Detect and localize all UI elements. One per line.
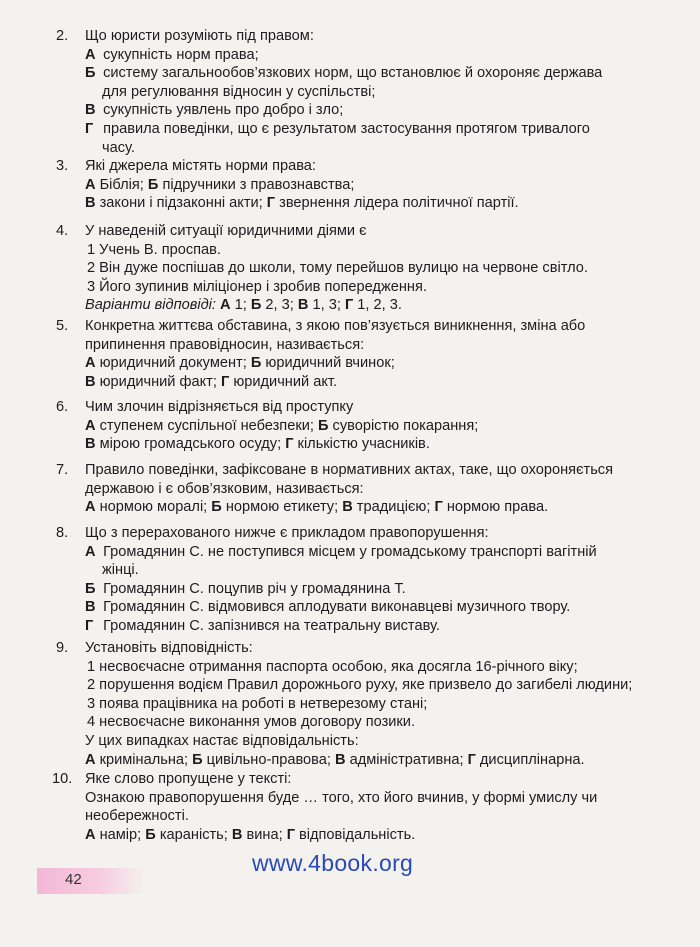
answer-line: В закони і підзаконні акти; Г звернення лідера політичної партії. xyxy=(85,195,519,212)
question-10 xyxy=(52,770,665,844)
answer-line: А кримінальна; Б цивільно-правова; В адміністративна; Г дисциплінарна. xyxy=(85,751,585,768)
answer-option: А сукупність норм права; xyxy=(85,46,259,63)
page-number-tab xyxy=(37,868,145,894)
question-text: У наведеній ситуації юридичними діями є xyxy=(85,223,367,239)
answer-line: В юридичний факт; Г юридичний акт. xyxy=(85,373,338,390)
question-2 xyxy=(56,27,665,157)
answer-line: А юридичний документ; Б юридичний вчинок; xyxy=(85,355,395,372)
question-subtext: У цих випадках настає відповідальність: xyxy=(85,732,359,749)
answer-option: В сукупність уявлень про добро і зло; xyxy=(85,102,344,119)
question-5 xyxy=(56,317,665,391)
question-7 xyxy=(56,461,665,517)
question-number: 6. xyxy=(56,399,69,415)
answer-line: А ступенем суспільної небезпеки; Б суворістю покарання; xyxy=(85,417,479,434)
situation-item: 3 Його зупинив міліціонер і зробив попередження. xyxy=(87,278,427,295)
answer-option: Г правила поведінки, що є результатом застосування протягом тривалого часу. xyxy=(85,120,590,156)
answer-line: В мірою громадського осуду; Г кількістю учасників. xyxy=(85,436,430,453)
answer-option: Г Громадянин С. запізнився на театральну виставу. xyxy=(85,617,440,634)
question-number: 2. xyxy=(56,28,69,44)
question-number: 9. xyxy=(56,640,69,656)
question-subtext: Ознакою правопорушення буде … того, хто його вчинив, у формі умислу чи необережності. xyxy=(85,789,598,825)
page-number: 42 xyxy=(65,871,82,888)
answer-variants: Варіанти відповіді: А 1; Б 2, 3; В 1, 3; Г 1, 2, 3. xyxy=(85,297,402,314)
situation-item: 1 Учень В. проспав. xyxy=(87,241,221,258)
question-number: 5. xyxy=(56,318,69,334)
question-number: 8. xyxy=(56,525,69,541)
question-text: Чим злочин відрізняється від проступку xyxy=(85,399,354,415)
case-item: 3 поява працівника на роботі в нетверезому стані; xyxy=(87,695,428,712)
answer-option: А Громадянин С. не поступився місцем у громадському транспорті вагітній жінці. xyxy=(85,543,597,579)
question-text: Правило поведінки, зафіксоване в нормативних актах, таке, що охороняється державою і є обов’язковим, називається: xyxy=(85,462,614,497)
answer-option: Б систему загальнообов’язкових норм, що встановлює й охороняє держава для регулювання відносин у суспільстві; xyxy=(85,65,603,100)
answer-option: В Громадянин С. відмовився аплодувати виконавцеві музичного твору. xyxy=(85,599,571,616)
question-number: 4. xyxy=(56,223,69,239)
question-text: Що з перерахованого нижче є прикладом правопорушення: xyxy=(85,525,489,541)
question-4 xyxy=(56,222,665,315)
website-watermark: www.4book.org xyxy=(252,850,414,876)
answer-line: А намір; Б караність; В вина; Г відповідальність. xyxy=(85,826,416,843)
question-8 xyxy=(56,524,665,636)
question-number: 7. xyxy=(56,462,69,478)
answer-line: А Біблія; Б підручники з правознавства; xyxy=(85,176,355,193)
question-9 xyxy=(56,639,665,769)
answer-option: Б Громадянин С. поцупив річ у громадянина Т. xyxy=(85,580,406,597)
answer-line: А нормою моралі; Б нормою етикету; В традицією; Г нормою права. xyxy=(85,499,549,516)
case-item: 1 несвоєчасне отримання паспорта особою, яка досягла 16-річного віку; xyxy=(87,658,578,675)
question-number: 10. xyxy=(52,771,73,787)
question-6 xyxy=(56,398,665,454)
question-text: Конкретна життєва обставина, з якою пов’язується виникнення, зміна або припинення правовідносин, називається: xyxy=(85,318,586,353)
question-number: 3. xyxy=(56,158,69,174)
question-text: Яке слово пропущене у тексті: xyxy=(85,771,292,787)
question-text: Що юристи розуміють під правом: xyxy=(85,28,314,44)
case-item: 4 несвоєчасне виконання умов договору позики. xyxy=(87,714,416,731)
question-text: Які джерела містять норми права: xyxy=(85,158,316,174)
case-item: 2 порушення водієм Правил дорожнього руху, яке призвело до загибелі людини; xyxy=(87,677,633,694)
situation-item: 2 Він дуже поспішав до школи, тому перейшов вулицю на червоне світло. xyxy=(87,260,588,277)
question-text: Установіть відповідність: xyxy=(85,640,253,656)
question-3 xyxy=(56,157,665,213)
